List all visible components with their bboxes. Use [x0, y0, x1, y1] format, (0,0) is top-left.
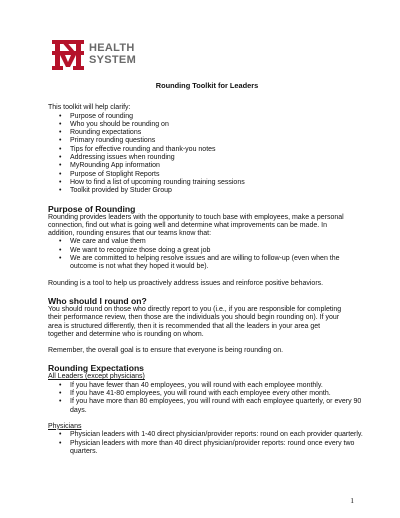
who-paragraph [48, 306, 366, 339]
purpose-line: addition, rounding ensures that our teams know that: [48, 230, 212, 238]
physician-bullet: • Physician leaders with more than 40 direct physician/provider reports: round once every two quarters. [48, 440, 366, 457]
physicians-subheading: Physicians [48, 422, 82, 430]
unm-logo-icon [52, 40, 84, 70]
intro-text: This toolkit will help clarify: [48, 104, 131, 112]
page-number: 1 [350, 496, 354, 505]
physician-bullet: • Physician leaders with 1-40 direct physician/provider reports: round on each provider quarterly. [48, 431, 366, 439]
toc-item: • Purpose of rounding [48, 113, 366, 121]
purpose-line: connection, find out what is going well and determine what improvements can be made. In [48, 221, 327, 229]
expectation-bullet: • If you have more than 80 employees, you will round with each employee quarterly, or every 90 days. [48, 398, 366, 415]
expectation-bullet: • If you have 41-80 employees, you will round with each employee every other month. [48, 390, 366, 398]
who-line: You should round on those who directly report to you (i.e., if you are responsible for completing [48, 305, 342, 313]
toc-item: • MyRounding App information [48, 162, 366, 170]
purpose-bullet: • We care and value them [48, 238, 366, 246]
section-heading-who: Who should I round on? [48, 295, 147, 306]
who-closing: Remember, the overall goal is to ensure that everyone is being rounding on. [48, 347, 284, 355]
who-line: their performance review, then those are the individuals you should begin rounding on). If your [48, 314, 340, 322]
expectation-bullet: • If you have fewer than 40 employees, you will round with each employee monthly. [48, 382, 366, 390]
toc-item: • Primary rounding questions [48, 137, 366, 145]
toc-item: • Purpose of Stoplight Reports [48, 171, 366, 179]
purpose-bullet: • We are committed to helping resolve issues and are willing to follow-up (even when the outcome is not what they hoped it would be). [48, 255, 366, 272]
purpose-paragraph [48, 214, 366, 239]
document-body [48, 82, 366, 456]
logo-wordmark [89, 42, 136, 66]
all-leaders-list [48, 382, 366, 415]
document-title: Rounding Toolkit for Leaders [155, 81, 259, 90]
purpose-closing: Rounding is a tool to help us proactively address issues and reinforce positive behaviors. [48, 279, 324, 287]
section-heading-purpose: Purpose of Rounding [48, 203, 136, 214]
section-heading-expectations: Rounding Expectations [48, 363, 144, 374]
physicians-list [48, 431, 366, 456]
toc-item: • Toolkit provided by Studer Group [48, 187, 366, 195]
unm-health-system-logo [52, 40, 212, 74]
all-leaders-subheading: All Leaders (except physicians) [48, 373, 145, 381]
toc-item: • How to find a list of upcoming rounding training sessions [48, 179, 366, 187]
toc-item: • Addressing issues when rounding [48, 154, 366, 162]
who-line: area is structured differently, then it is recommended that all the leaders in your area get [48, 322, 321, 330]
logo-line-1: HEALTH [89, 42, 135, 54]
toc-item: • Who you should be rounding on [48, 121, 366, 129]
toc-item: • Rounding expectations [48, 129, 366, 137]
toc-item: • Tips for effective rounding and thank-you notes [48, 146, 366, 154]
purpose-list [48, 238, 366, 271]
purpose-bullet: • We want to recognize those doing a great job [48, 247, 366, 255]
logo-line-2: SYSTEM [89, 54, 137, 66]
toc-list [48, 113, 366, 196]
who-line: together and determine who is rounding on whom. [48, 330, 204, 338]
purpose-line: Rounding provides leaders with the opportunity to touch base with employees, make a personal [48, 213, 344, 221]
